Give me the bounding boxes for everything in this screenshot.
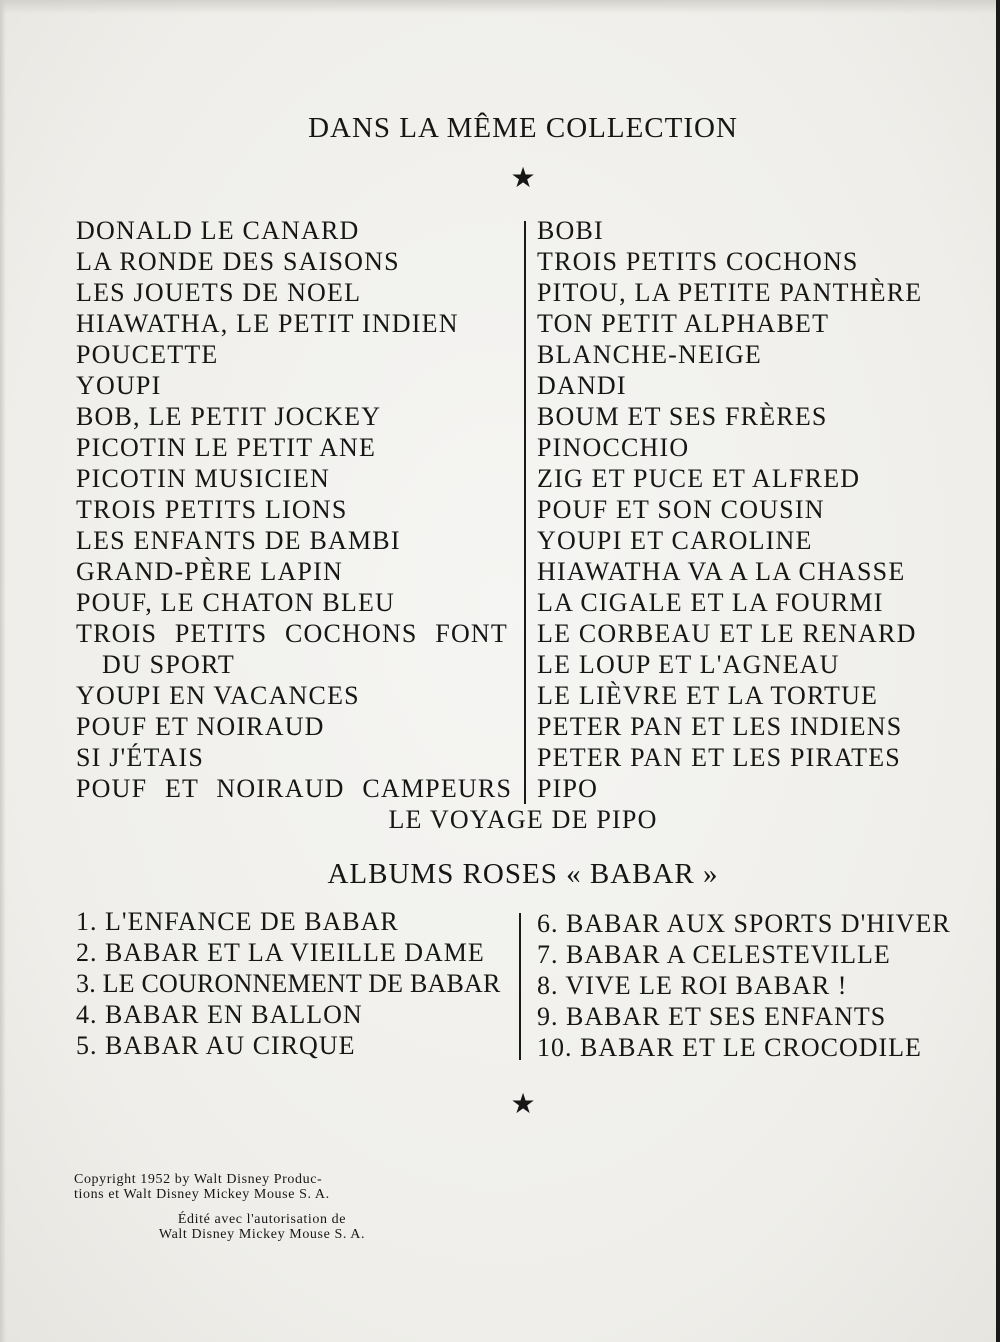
collection-title: PETER PAN ET LES PIRATES [537,743,901,772]
collection-title: BOBI [537,216,604,245]
collection-title: SI J'ÉTAIS [76,743,204,772]
copyright-line: Copyright 1952 by Walt Disney Produc- [74,1172,323,1187]
collection-title: HIAWATHA VA A LA CHASSE [537,557,906,586]
copyright-notice [74,1172,434,1202]
collection-title: DANDI [537,371,627,400]
babar-album-title: 10. BABAR ET LE CROCODILE [537,1033,922,1062]
collection-title: LA RONDE DES SAISONS [76,247,400,276]
collection-title: PITOU, LA PETITE PANTHÈRE [537,278,923,307]
collection-left-column [76,215,516,804]
collection-title: TON PETIT ALPHABET [537,309,830,338]
collection-title: BOB, LE PETIT JOCKEY [76,402,382,431]
authorisation-line: Édité avec l'autorisation de [177,1212,347,1227]
collection-title: PICOTIN MUSICIEN [76,464,330,493]
collection-title: TROIS PETITS LIONS [76,495,348,524]
collection-title: LES ENFANTS DE BAMBI [76,526,401,555]
collection-title: LE LOUP ET L'AGNEAU [537,650,840,679]
collection-title: PETER PAN ET LES INDIENS [537,712,903,741]
collection-title: YOUPI ET CAROLINE [537,526,813,555]
column-divider [524,221,526,804]
babar-left-column [76,906,516,1061]
collection-title: POUCETTE [76,340,219,369]
collection-title-continuation: DU SPORT [102,650,236,679]
collection-title: YOUPI EN VACANCES [76,681,360,710]
collection-title: PIPO [537,774,599,803]
collection-title: LES JOUETS DE NOEL [76,278,362,307]
collection-title: GRAND-PÈRE LAPIN [76,557,343,586]
babar-column-divider [519,913,521,1060]
collection-title: BOUM ET SES FRÈRES [537,402,828,431]
collection-right-column [537,215,957,804]
copyright-line: tions et Walt Disney Mickey Mouse S. A. [74,1187,330,1202]
page-edge-top [0,0,1000,14]
collection-title-centered: LE VOYAGE DE PIPO [388,805,658,834]
collection-title: TROIS PETITS COCHONS FONT [76,619,508,648]
star-ornament-top: ★ [510,163,536,194]
babar-album-title: 1. L'ENFANCE DE BABAR [76,907,399,936]
babar-album-title: 2. BABAR ET LA VIEILLE DAME [76,938,485,967]
babar-right-column [537,908,977,1063]
collection-title: POUF ET SON COUSIN [537,495,825,524]
babar-album-title: 4. BABAR EN BALLON [76,1000,363,1029]
collection-title: LE LIÈVRE ET LA TORTUE [537,681,879,710]
collection-title: POUF, LE CHATON BLEU [76,588,396,617]
babar-album-title: 6. BABAR AUX SPORTS D'HIVER [537,909,951,938]
babar-heading: ALBUMS ROSES « BABAR » [327,858,719,890]
page-edge-left [0,0,6,1342]
babar-album-title: 8. VIVE LE ROI BABAR ! [537,971,848,1000]
authorisation-notice [112,1212,412,1242]
collection-title: POUF ET NOIRAUD [76,712,325,741]
collection-title: HIAWATHA, LE PETIT INDIEN [76,309,459,338]
babar-album-title: 5. BABAR AU CIRQUE [76,1031,356,1060]
star-ornament-bottom: ★ [510,1089,536,1120]
authorisation-line: Walt Disney Mickey Mouse S. A. [158,1227,366,1242]
babar-album-title: 7. BABAR A CELESTEVILLE [537,940,891,969]
collection-title: LE CORBEAU ET LE RENARD [537,619,917,648]
babar-album-title: 9. BABAR ET SES ENFANTS [537,1002,887,1031]
page-edge-right [996,0,1000,1342]
collection-title: YOUPI [76,371,162,400]
collection-title: TROIS PETITS COCHONS [537,247,859,276]
babar-album-title: 3. LE COURONNEMENT DE BABAR [76,969,501,998]
collection-title: ZIG ET PUCE ET ALFRED [537,464,861,493]
collection-title: DONALD LE CANARD [76,216,360,245]
collection-title: PICOTIN LE PETIT ANE [76,433,377,462]
collection-title: POUF ET NOIRAUD CAMPEURS [76,774,513,803]
collection-title: LA CIGALE ET LA FOURMI [537,588,884,617]
collection-title: PINOCCHIO [537,433,690,462]
collection-heading: DANS LA MÊME COLLECTION [308,112,738,144]
collection-title: BLANCHE-NEIGE [537,340,763,369]
